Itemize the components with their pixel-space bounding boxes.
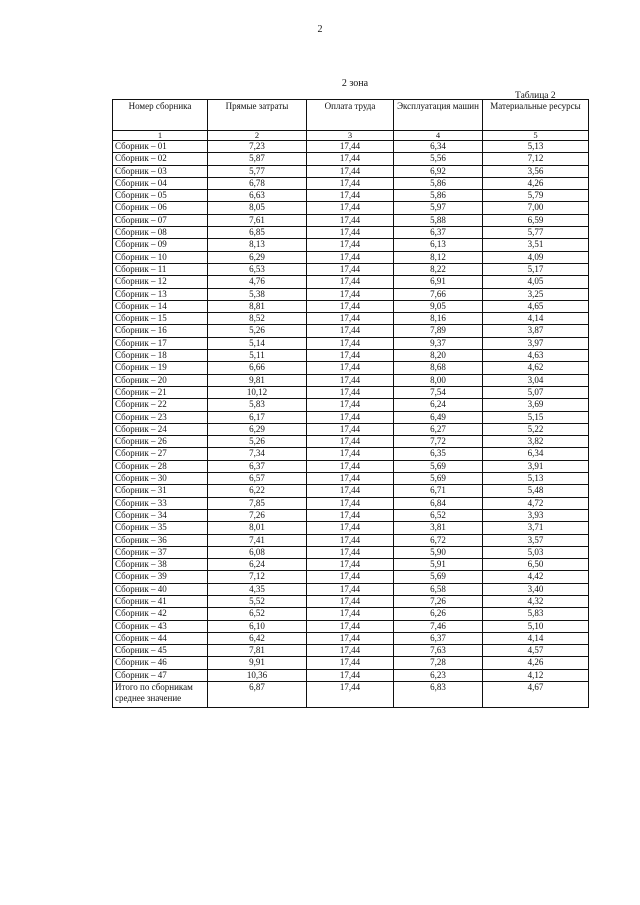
- table-row: [113, 153, 589, 165]
- direct-costs-cell: 6,66: [208, 362, 307, 374]
- material-resources-cell: 4,57: [483, 645, 589, 657]
- material-resources-cell: 3,97: [483, 337, 589, 349]
- direct-costs-cell: 6,42: [208, 632, 307, 644]
- machine-operation-cell: 6,84: [394, 497, 483, 509]
- labor-pay-cell: 17,44: [307, 411, 394, 423]
- direct-costs-cell: 8,01: [208, 522, 307, 534]
- zone-title: 2 зона: [341, 78, 369, 89]
- collection-name-cell: Сборник – 38: [113, 559, 208, 571]
- machine-operation-cell: 7,46: [394, 620, 483, 632]
- data-table: [112, 99, 589, 708]
- labor-pay-cell: 17,44: [307, 522, 394, 534]
- table-row: [113, 448, 589, 460]
- table-row: [113, 386, 589, 398]
- machine-operation-cell: 5,91: [394, 559, 483, 571]
- header-direct-costs: Прямые затраты: [208, 100, 307, 131]
- table-header: [113, 100, 589, 141]
- direct-costs-cell: 7,85: [208, 497, 307, 509]
- collection-name-cell: Сборник – 47: [113, 669, 208, 681]
- machine-operation-cell: 6,35: [394, 448, 483, 460]
- direct-costs-cell: 6,63: [208, 190, 307, 202]
- material-resources-cell: 5,48: [483, 485, 589, 497]
- labor-pay-cell: 17,44: [307, 313, 394, 325]
- table-row: [113, 509, 589, 521]
- table-row: [113, 595, 589, 607]
- machine-operation-cell: 9,05: [394, 300, 483, 312]
- collection-name-cell: Сборник – 28: [113, 460, 208, 472]
- material-resources-cell: 5,03: [483, 546, 589, 558]
- labor-pay-total-cell: 17,44: [307, 682, 394, 708]
- direct-costs-cell: 6,17: [208, 411, 307, 423]
- labor-pay-cell: 17,44: [307, 263, 394, 275]
- direct-costs-cell: 5,38: [208, 288, 307, 300]
- direct-costs-cell: 6,57: [208, 473, 307, 485]
- collection-name-cell: Сборник – 35: [113, 522, 208, 534]
- collection-name-cell: Сборник – 46: [113, 657, 208, 669]
- direct-costs-cell: 6,78: [208, 177, 307, 189]
- direct-costs-cell: 5,26: [208, 436, 307, 448]
- material-resources-cell: 4,26: [483, 177, 589, 189]
- collection-name-cell: Сборник – 10: [113, 251, 208, 263]
- material-resources-cell: 4,26: [483, 657, 589, 669]
- labor-pay-cell: 17,44: [307, 153, 394, 165]
- labor-pay-cell: 17,44: [307, 436, 394, 448]
- direct-costs-cell: 10,12: [208, 386, 307, 398]
- machine-operation-cell: 5,69: [394, 460, 483, 472]
- machine-operation-cell: 3,81: [394, 522, 483, 534]
- page-number: 2: [317, 24, 323, 35]
- collection-name-cell: Сборник – 06: [113, 202, 208, 214]
- collection-name-cell: Сборник – 21: [113, 386, 208, 398]
- material-resources-cell: 6,50: [483, 559, 589, 571]
- machine-operation-cell: 7,28: [394, 657, 483, 669]
- table-row: [113, 337, 589, 349]
- machine-operation-total-cell: 6,83: [394, 682, 483, 708]
- labor-pay-cell: 17,44: [307, 485, 394, 497]
- material-resources-cell: 5,17: [483, 263, 589, 275]
- machine-operation-cell: 6,71: [394, 485, 483, 497]
- direct-costs-cell: 5,14: [208, 337, 307, 349]
- machine-operation-cell: 6,27: [394, 423, 483, 435]
- machine-operation-cell: 6,92: [394, 165, 483, 177]
- labor-pay-cell: 17,44: [307, 645, 394, 657]
- labor-pay-cell: 17,44: [307, 473, 394, 485]
- machine-operation-cell: 5,86: [394, 190, 483, 202]
- table-row: [113, 571, 589, 583]
- direct-costs-cell: 7,26: [208, 509, 307, 521]
- collection-name-cell: Сборник – 39: [113, 571, 208, 583]
- machine-operation-cell: 8,16: [394, 313, 483, 325]
- direct-costs-cell: 7,34: [208, 448, 307, 460]
- table-row: [113, 645, 589, 657]
- collection-name-cell: Сборник – 05: [113, 190, 208, 202]
- material-resources-cell: 4,09: [483, 251, 589, 263]
- material-resources-cell: 5,83: [483, 608, 589, 620]
- machine-operation-cell: 6,26: [394, 608, 483, 620]
- table-row: [113, 583, 589, 595]
- collection-name-cell: Сборник – 03: [113, 165, 208, 177]
- labor-pay-cell: 17,44: [307, 190, 394, 202]
- collection-name-cell: Сборник – 37: [113, 546, 208, 558]
- collection-name-cell: Сборник – 26: [113, 436, 208, 448]
- direct-costs-cell: 4,76: [208, 276, 307, 288]
- direct-costs-cell: 6,22: [208, 485, 307, 497]
- collection-name-cell: Сборник – 41: [113, 595, 208, 607]
- machine-operation-cell: 6,23: [394, 669, 483, 681]
- direct-costs-total-cell: 6,87: [208, 682, 307, 708]
- labor-pay-cell: 17,44: [307, 657, 394, 669]
- collection-name-cell: Сборник – 43: [113, 620, 208, 632]
- labor-pay-cell: 17,44: [307, 534, 394, 546]
- machine-operation-cell: 7,54: [394, 386, 483, 398]
- direct-costs-cell: 6,53: [208, 263, 307, 275]
- machine-operation-cell: 8,68: [394, 362, 483, 374]
- table-row: [113, 202, 589, 214]
- collection-name-cell: Сборник – 20: [113, 374, 208, 386]
- labor-pay-cell: 17,44: [307, 632, 394, 644]
- header-labor-pay: Оплата труда: [307, 100, 394, 131]
- machine-operation-cell: 5,90: [394, 546, 483, 558]
- machine-operation-cell: 7,72: [394, 436, 483, 448]
- table-row: [113, 227, 589, 239]
- material-resources-cell: 5,07: [483, 386, 589, 398]
- machine-operation-cell: 5,88: [394, 214, 483, 226]
- labor-pay-cell: 17,44: [307, 300, 394, 312]
- material-resources-cell: 5,79: [483, 190, 589, 202]
- machine-operation-cell: 8,20: [394, 350, 483, 362]
- direct-costs-cell: 9,81: [208, 374, 307, 386]
- labor-pay-cell: 17,44: [307, 559, 394, 571]
- table-row: [113, 350, 589, 362]
- labor-pay-cell: 17,44: [307, 595, 394, 607]
- table-row: [113, 436, 589, 448]
- direct-costs-cell: 6,85: [208, 227, 307, 239]
- material-resources-cell: 5,10: [483, 620, 589, 632]
- table-row: [113, 313, 589, 325]
- material-resources-cell: 4,12: [483, 669, 589, 681]
- collection-name-cell: Сборник – 09: [113, 239, 208, 251]
- direct-costs-cell: 5,52: [208, 595, 307, 607]
- material-resources-cell: 4,14: [483, 313, 589, 325]
- labor-pay-cell: 17,44: [307, 608, 394, 620]
- material-resources-cell: 3,57: [483, 534, 589, 546]
- labor-pay-cell: 17,44: [307, 669, 394, 681]
- direct-costs-cell: 5,87: [208, 153, 307, 165]
- machine-operation-cell: 8,00: [394, 374, 483, 386]
- direct-costs-cell: 5,26: [208, 325, 307, 337]
- collection-name-cell: Сборник – 45: [113, 645, 208, 657]
- table-row: [113, 362, 589, 374]
- labor-pay-cell: 17,44: [307, 214, 394, 226]
- table-row: [113, 325, 589, 337]
- header-collection-number: Номер сборника: [113, 100, 208, 131]
- material-resources-cell: 3,04: [483, 374, 589, 386]
- material-resources-cell: 4,62: [483, 362, 589, 374]
- collection-name-cell: Сборник – 24: [113, 423, 208, 435]
- table-row: [113, 374, 589, 386]
- direct-costs-cell: 9,91: [208, 657, 307, 669]
- material-resources-cell: 7,00: [483, 202, 589, 214]
- table-row: [113, 411, 589, 423]
- machine-operation-cell: 8,12: [394, 251, 483, 263]
- collection-name-cell: Сборник – 16: [113, 325, 208, 337]
- collection-name-cell: Сборник – 01: [113, 141, 208, 153]
- material-resources-cell: 3,93: [483, 509, 589, 521]
- direct-costs-cell: 6,08: [208, 546, 307, 558]
- labor-pay-cell: 17,44: [307, 350, 394, 362]
- table-label: Таблица 2: [515, 91, 556, 101]
- labor-pay-cell: 17,44: [307, 374, 394, 386]
- collection-name-cell: Сборник – 34: [113, 509, 208, 521]
- material-resources-cell: 4,42: [483, 571, 589, 583]
- column-number: 4: [394, 131, 483, 141]
- collection-name-cell: Сборник – 11: [113, 263, 208, 275]
- material-resources-cell: 4,32: [483, 595, 589, 607]
- collection-name-cell: Сборник – 19: [113, 362, 208, 374]
- table-row: [113, 276, 589, 288]
- labor-pay-cell: 17,44: [307, 325, 394, 337]
- collection-name-cell: Сборник – 33: [113, 497, 208, 509]
- labor-pay-cell: 17,44: [307, 239, 394, 251]
- collection-name-cell: Сборник – 17: [113, 337, 208, 349]
- direct-costs-cell: 6,10: [208, 620, 307, 632]
- machine-operation-cell: 6,52: [394, 509, 483, 521]
- collection-name-cell: Сборник – 30: [113, 473, 208, 485]
- material-resources-cell: 3,51: [483, 239, 589, 251]
- material-resources-cell: 3,87: [483, 325, 589, 337]
- machine-operation-cell: 6,13: [394, 239, 483, 251]
- table-row: [113, 485, 589, 497]
- machine-operation-cell: 6,34: [394, 141, 483, 153]
- machine-operation-cell: 6,72: [394, 534, 483, 546]
- table-row: [113, 423, 589, 435]
- total-row: [113, 682, 589, 708]
- machine-operation-cell: 5,97: [394, 202, 483, 214]
- labor-pay-cell: 17,44: [307, 202, 394, 214]
- direct-costs-cell: 5,83: [208, 399, 307, 411]
- collection-name-cell: Сборник – 13: [113, 288, 208, 300]
- machine-operation-cell: 6,37: [394, 227, 483, 239]
- table-row: [113, 497, 589, 509]
- collection-name-cell: Сборник – 40: [113, 583, 208, 595]
- labor-pay-cell: 17,44: [307, 423, 394, 435]
- material-resources-cell: 5,22: [483, 423, 589, 435]
- material-resources-cell: 4,72: [483, 497, 589, 509]
- material-resources-cell: 5,13: [483, 141, 589, 153]
- labor-pay-cell: 17,44: [307, 362, 394, 374]
- labor-pay-cell: 17,44: [307, 546, 394, 558]
- total-label-cell: Итого по сборникам среднее значение: [113, 682, 208, 708]
- labor-pay-cell: 17,44: [307, 276, 394, 288]
- direct-costs-cell: 8,05: [208, 202, 307, 214]
- table-row: [113, 300, 589, 312]
- direct-costs-cell: 6,37: [208, 460, 307, 472]
- direct-costs-cell: 5,11: [208, 350, 307, 362]
- table-row: [113, 657, 589, 669]
- labor-pay-cell: 17,44: [307, 177, 394, 189]
- direct-costs-cell: 7,61: [208, 214, 307, 226]
- direct-costs-cell: 4,35: [208, 583, 307, 595]
- labor-pay-cell: 17,44: [307, 583, 394, 595]
- column-number: 5: [483, 131, 589, 141]
- direct-costs-cell: 8,52: [208, 313, 307, 325]
- material-resources-cell: 6,34: [483, 448, 589, 460]
- labor-pay-cell: 17,44: [307, 141, 394, 153]
- material-resources-cell: 4,63: [483, 350, 589, 362]
- material-resources-total-cell: 4,67: [483, 682, 589, 708]
- table-row: [113, 177, 589, 189]
- material-resources-cell: 3,69: [483, 399, 589, 411]
- collection-name-cell: Сборник – 12: [113, 276, 208, 288]
- table-row: [113, 632, 589, 644]
- direct-costs-cell: 6,52: [208, 608, 307, 620]
- table-row: [113, 534, 589, 546]
- collection-name-cell: Сборник – 15: [113, 313, 208, 325]
- material-resources-cell: 5,13: [483, 473, 589, 485]
- machine-operation-cell: 8,22: [394, 263, 483, 275]
- direct-costs-cell: 7,81: [208, 645, 307, 657]
- machine-operation-cell: 6,24: [394, 399, 483, 411]
- material-resources-cell: 3,56: [483, 165, 589, 177]
- direct-costs-cell: 5,77: [208, 165, 307, 177]
- labor-pay-cell: 17,44: [307, 620, 394, 632]
- table-row: [113, 522, 589, 534]
- table-row: [113, 263, 589, 275]
- collection-name-cell: Сборник – 31: [113, 485, 208, 497]
- direct-costs-cell: 7,12: [208, 571, 307, 583]
- direct-costs-cell: 8,13: [208, 239, 307, 251]
- collection-name-cell: Сборник – 18: [113, 350, 208, 362]
- collection-name-cell: Сборник – 07: [113, 214, 208, 226]
- material-resources-cell: 3,71: [483, 522, 589, 534]
- table-row: [113, 214, 589, 226]
- table-row: [113, 620, 589, 632]
- direct-costs-cell: 10,36: [208, 669, 307, 681]
- column-number: 3: [307, 131, 394, 141]
- machine-operation-cell: 7,66: [394, 288, 483, 300]
- labor-pay-cell: 17,44: [307, 460, 394, 472]
- table-row: [113, 190, 589, 202]
- table-row: [113, 239, 589, 251]
- direct-costs-cell: 6,29: [208, 251, 307, 263]
- header-machine-operation: Эксплуатация машин: [394, 100, 483, 131]
- machine-operation-cell: 5,69: [394, 473, 483, 485]
- labor-pay-cell: 17,44: [307, 399, 394, 411]
- table-row: [113, 473, 589, 485]
- labor-pay-cell: 17,44: [307, 509, 394, 521]
- direct-costs-cell: 8,81: [208, 300, 307, 312]
- material-resources-cell: 5,15: [483, 411, 589, 423]
- material-resources-cell: 7,12: [483, 153, 589, 165]
- machine-operation-cell: 6,37: [394, 632, 483, 644]
- table-row: [113, 559, 589, 571]
- material-resources-cell: 3,82: [483, 436, 589, 448]
- labor-pay-cell: 17,44: [307, 227, 394, 239]
- material-resources-cell: 3,40: [483, 583, 589, 595]
- collection-name-cell: Сборник – 22: [113, 399, 208, 411]
- table-row: [113, 460, 589, 472]
- machine-operation-cell: 7,63: [394, 645, 483, 657]
- labor-pay-cell: 17,44: [307, 497, 394, 509]
- material-resources-cell: 4,05: [483, 276, 589, 288]
- table-row: [113, 546, 589, 558]
- labor-pay-cell: 17,44: [307, 386, 394, 398]
- machine-operation-cell: 6,49: [394, 411, 483, 423]
- column-number-row: [113, 131, 589, 141]
- machine-operation-cell: 9,37: [394, 337, 483, 349]
- labor-pay-cell: 17,44: [307, 337, 394, 349]
- table-row: [113, 399, 589, 411]
- collection-name-cell: Сборник – 44: [113, 632, 208, 644]
- machine-operation-cell: 5,69: [394, 571, 483, 583]
- column-number: 2: [208, 131, 307, 141]
- direct-costs-cell: 7,23: [208, 141, 307, 153]
- table-row: [113, 141, 589, 153]
- material-resources-cell: 5,77: [483, 227, 589, 239]
- material-resources-cell: 3,91: [483, 460, 589, 472]
- machine-operation-cell: 7,89: [394, 325, 483, 337]
- column-number: 1: [113, 131, 208, 141]
- machine-operation-cell: 5,56: [394, 153, 483, 165]
- material-resources-cell: 4,14: [483, 632, 589, 644]
- table-body: [113, 141, 589, 708]
- labor-pay-cell: 17,44: [307, 448, 394, 460]
- direct-costs-cell: 7,41: [208, 534, 307, 546]
- collection-name-cell: Сборник – 14: [113, 300, 208, 312]
- table-row: [113, 251, 589, 263]
- collection-name-cell: Сборник – 04: [113, 177, 208, 189]
- table-row: [113, 669, 589, 681]
- collection-name-cell: Сборник – 08: [113, 227, 208, 239]
- header-material-resources: Материальные ресурсы: [483, 100, 589, 131]
- labor-pay-cell: 17,44: [307, 571, 394, 583]
- collection-name-cell: Сборник – 27: [113, 448, 208, 460]
- labor-pay-cell: 17,44: [307, 288, 394, 300]
- direct-costs-cell: 6,29: [208, 423, 307, 435]
- collection-name-cell: Сборник – 02: [113, 153, 208, 165]
- direct-costs-cell: 6,24: [208, 559, 307, 571]
- machine-operation-cell: 7,26: [394, 595, 483, 607]
- material-resources-cell: 4,65: [483, 300, 589, 312]
- collection-name-cell: Сборник – 42: [113, 608, 208, 620]
- machine-operation-cell: 6,58: [394, 583, 483, 595]
- table-row: [113, 288, 589, 300]
- machine-operation-cell: 6,91: [394, 276, 483, 288]
- labor-pay-cell: 17,44: [307, 165, 394, 177]
- header-row: [113, 100, 589, 131]
- collection-name-cell: Сборник – 23: [113, 411, 208, 423]
- material-resources-cell: 3,25: [483, 288, 589, 300]
- table-row: [113, 608, 589, 620]
- material-resources-cell: 6,59: [483, 214, 589, 226]
- machine-operation-cell: 5,86: [394, 177, 483, 189]
- table-row: [113, 165, 589, 177]
- labor-pay-cell: 17,44: [307, 251, 394, 263]
- collection-name-cell: Сборник – 36: [113, 534, 208, 546]
